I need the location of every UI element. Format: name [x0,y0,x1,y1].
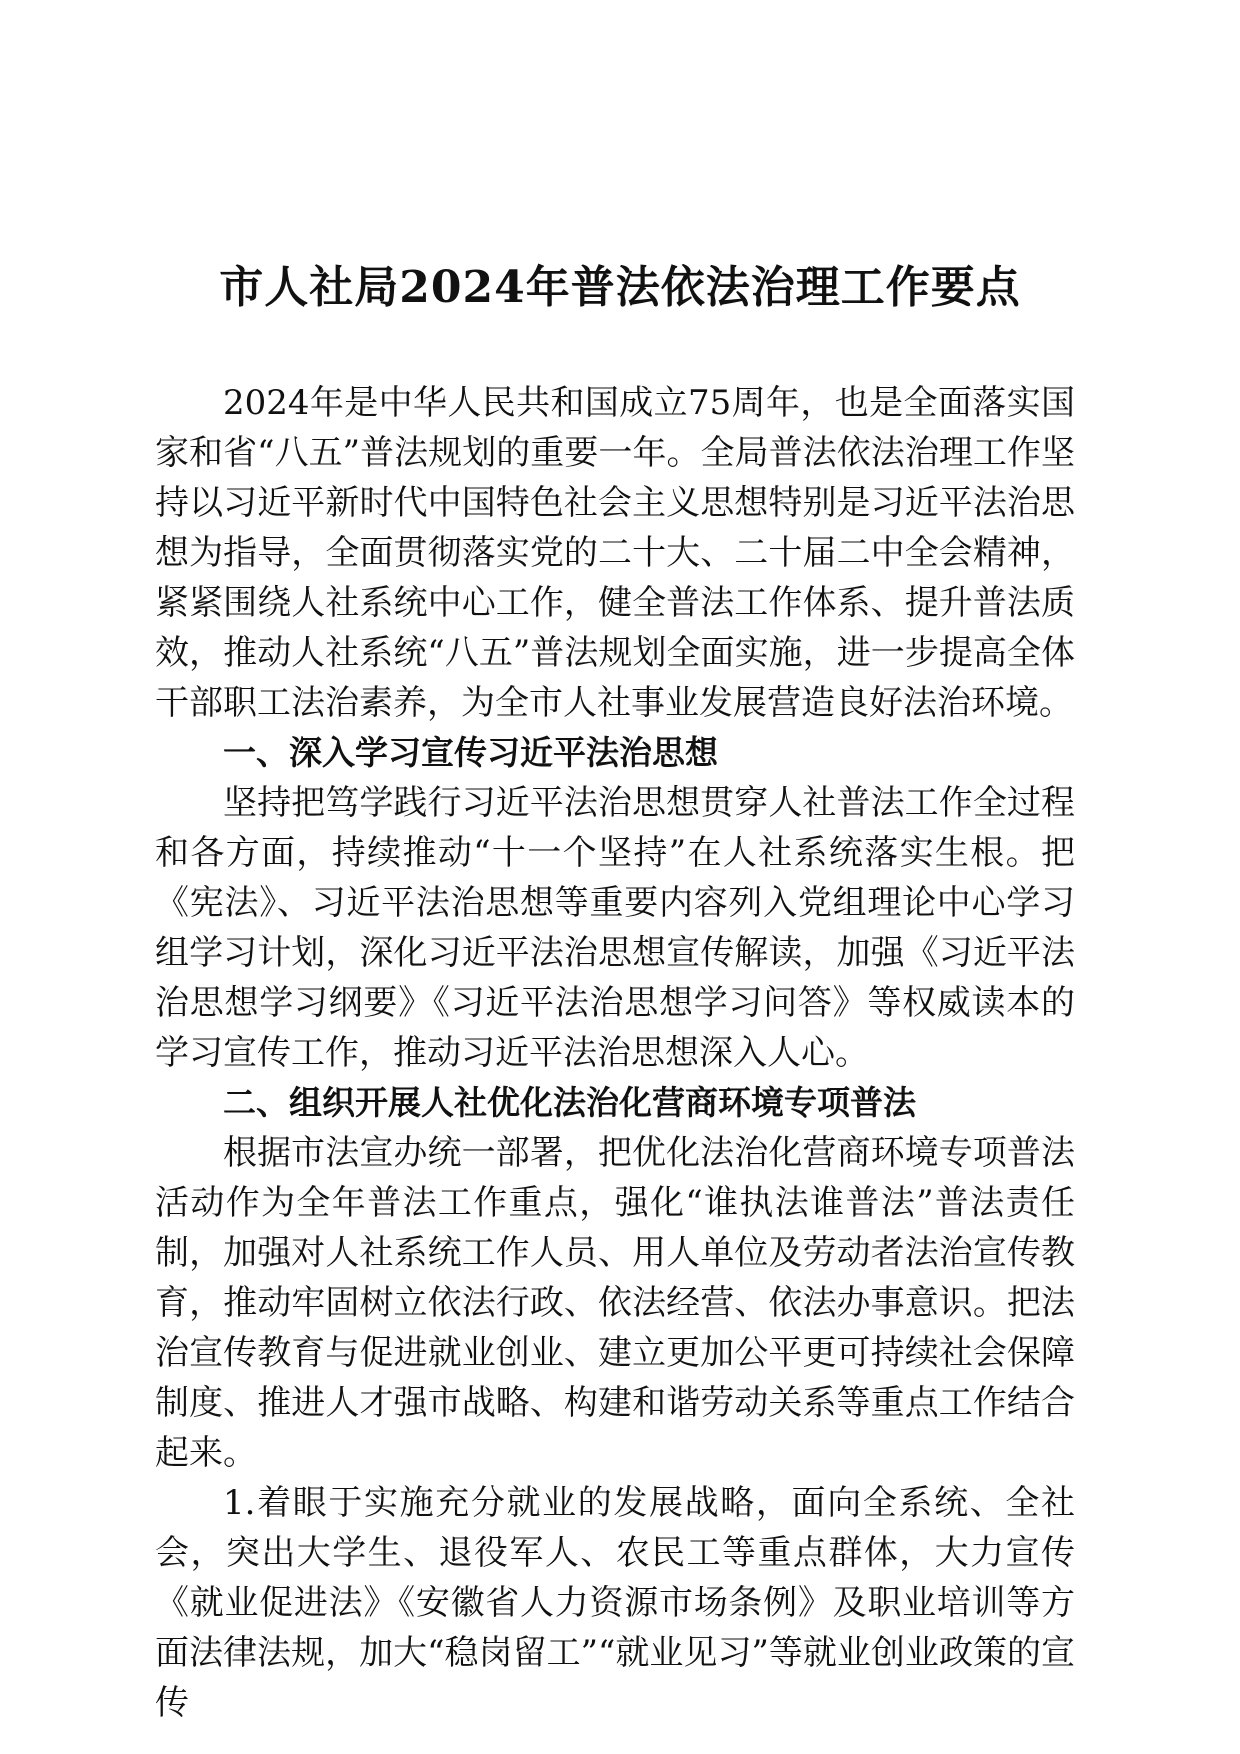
section-heading-2: 二、组织开展人社优化法治化营商环境专项普法 [223,1083,916,1122]
section-1-paragraph: 坚持把笃学践行习近平法治思想贯穿人社普法工作全过程和各方面，持续推动“十一个坚持”在人社系统落实生根。把《宪法》、习近平法治思想等重要内容列入党组理论中心学习组学习计划，深化习近平法治思想宣传解读，加强《习近平法治思想学习纲要》《习近平法治思想学习问答》等权威读本的学习宣传工作，推动习近平法治思想深入人心。 [155,783,1075,1073]
document-body [155,378,1075,1728]
section-2-item-1-paragraph: 1.着眼于实施充分就业的发展战略，面向全系统、全社会，突出大学生、退役军人、农民工等重点群体，大力宣传《就业促进法》《安徽省人力资源市场条例》及职业培训等方面法律法规，加大“稳岗留工”“就业见习”等就业创业政策的宣传 [155,1483,1075,1723]
section-2-paragraph: 根据市法宣办统一部署，把优化法治化营商环境专项普法活动作为全年普法工作重点，强化“谁执法谁普法”普法责任制，加强对人社系统工作人员、用人单位及劳动者法治宣传教育，推动牢固树立依法行政、依法经营、依法办事意识。把法治宣传教育与促进就业创业、建立更加公平更可持续社会保障制度、推进人才强市战略、构建和谐劳动关系等重点工作结合起来。 [155,1133,1075,1473]
section-heading-1: 一、深入学习宣传习近平法治思想 [223,733,718,772]
intro-paragraph: 2024年是中华人民共和国成立75周年，也是全面落实国家和省“八五”普法规划的重要一年。全局普法依法治理工作坚持以习近平新时代中国特色社会主义思想特别是习近平法治思想为指导，全面贯彻落实党的二十大、二十届二中全会精神，紧紧围绕人社系统中心工作，健全普法工作体系、提升普法质效，推动人社系统“八五”普法规划全面实施，进一步提高全体干部职工法治素养，为全市人社事业发展营造良好法治环境。 [155,383,1075,723]
document-title: 市人社局2024年普法依法治理工作要点 [219,262,1021,313]
